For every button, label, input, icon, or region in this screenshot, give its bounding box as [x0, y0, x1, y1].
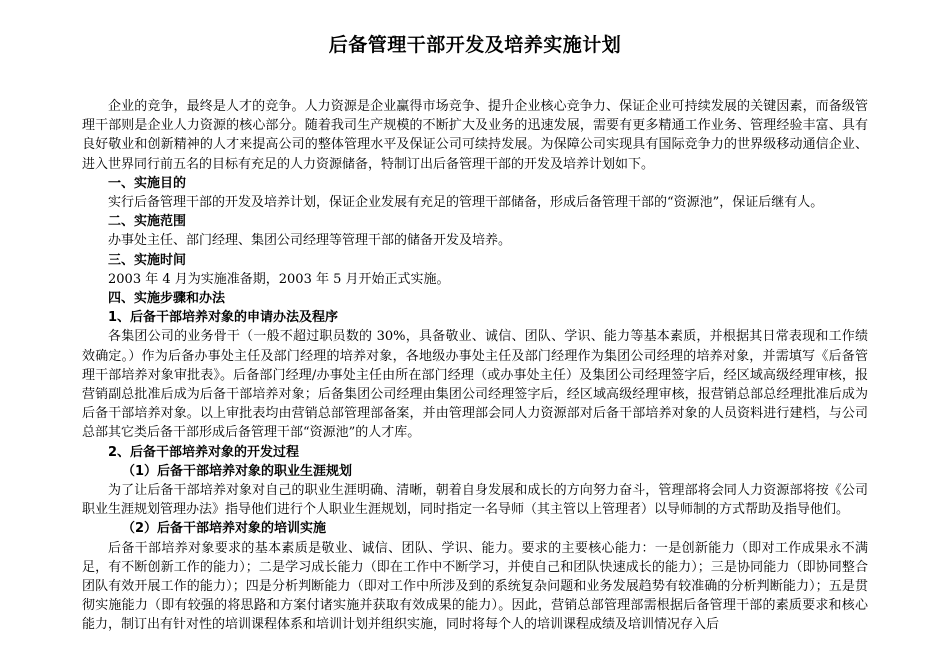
section-3-text: 2003 年 4 月为实施准备期，2003 年 5 月开始正式实施。	[108, 271, 450, 287]
intro-paragraph: 企业的竞争，最终是人才的竞争。人力资源是企业赢得市场竞争、提升企业核心竞争力、保证企业可持续发展的关键因素，而备级管理干部则是企业人力资源的核心部分。随着我司生产规模的不断扩大及业务的迅速发展，需要有更多精通工作业务、管理经验丰富、具有良好敬业和创新精神的人才来提高公司的整体管理水平及保证公司可续持发展。为保障公司实现具有国际竞争力的世界级移动通信企业、进入世界同行前五名的目标有充足的人力资源储备，特制订出后备管理干部的开发及培养计划如下。	[82, 99, 868, 172]
section-4-1-text: 各集团公司的业务骨干（一般不超过职员数的 30%，具备敬业、诚信、团队、学识、能力等基本素质，并根据其日常表现和工作绩效确定。）作为后备办事处主任及部门经理的培养对象，各地级办事处主任及部门经理作为集团公司经理的培养对象，并需填写《后备管理干部培养对象审批表》。后备部门经理/办事处主任由所在部门经理（或办事处主任）及集团公司经理签字后，经区域高级经理审核，报营销副总批准后成为后备干部培养对象；后备集团公司经理由集团公司经理签字后，经区域高级经理审核，报营销总部总经理批准后成为后备干部培养对象。以上审批表均由营销总部管理部备案，并由管理部会同人力资源部对后备干部培养对象的人员资料进行建档，与公司总部其它类后备干部形成后备管理干部“资源池”的人才库。	[82, 329, 868, 441]
section-2-text: 办事处主任、部门经理、集团公司经理等管理干部的储备开发及培养。	[108, 233, 512, 249]
section-4-heading: 四、实施步骤和办法	[108, 291, 226, 307]
section-1-heading: 一、实施目的	[108, 175, 187, 191]
section-4-2-heading: 2、后备干部培养对象的开发过程	[108, 444, 300, 460]
section-4-1-heading: 1、后备干部培养对象的申请办法及程序	[108, 310, 339, 326]
section-3-heading: 三、实施时间	[108, 252, 187, 268]
section-4-2-2-text: 后备干部培养对象要求的基本素质是敬业、诚信、团队、学识、能力。要求的主要核心能力：一是创新能力（即对工作成果永不满足，有不断创新工作的能力）；二是学习成长能力（即在工作中不断学习，并使自己和团队快速成长的能力）；三是协同能力（即协同整合团队有效开展工作的能力）；四是分析判断能力（即对工作中所涉及到的系统复杂问题和业务发展趋势有较准确的分析判断能力）；五是贯彻实施能力（即有较强的将思路和方案付诸实施并获取有效成果的能力）。因此，营销总部管理部需根据后备管理干部的素质要求和核心能力，制订出有针对性的培训课程体系和培训计划并组织实施，同时将每个人的培训课程成绩及培训情况存入后	[82, 540, 868, 633]
section-4-2-2-heading: （2）后备干部培养对象的培训实施	[122, 521, 327, 537]
section-4-2-1-heading: （1）后备干部培养对象的职业生涯规划	[122, 463, 353, 479]
section-2-heading: 二、实施范围	[108, 214, 187, 230]
section-4-2-1-text: 为了让后备干部培养对象对自己的职业生涯明确、清晰，朝着自身发展和成长的方向努力奋斗，管理部将会同人力资源部将按《公司职业生涯规划管理办法》指导他们进行个人职业生涯规划，同时指定一名导师（其主管以上管理者）以导师制的方式帮助及指导他们。	[82, 483, 868, 518]
document-title: 后备管理干部开发及培养实施计划	[328, 34, 622, 56]
section-1-text: 实行后备管理干部的开发及培养计划，保证企业发展有充足的管理干部储备，形成后备管理干部的“资源池”，保证后继有人。	[108, 195, 824, 211]
